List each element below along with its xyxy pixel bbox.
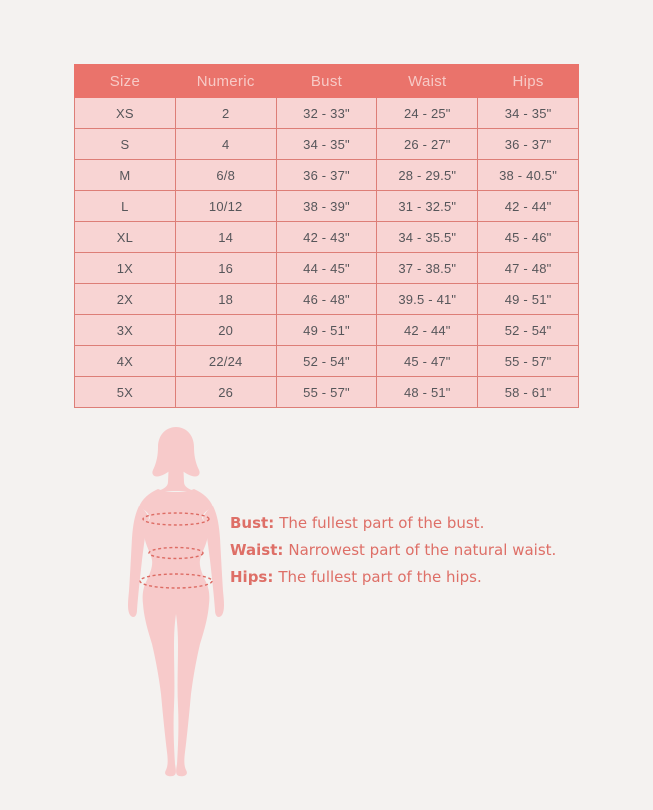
table-cell: 31 - 32.5" <box>377 191 478 222</box>
table-row <box>75 284 579 315</box>
table-body <box>75 98 579 408</box>
table-cell: 5X <box>75 377 176 408</box>
table-cell: 16 <box>175 253 276 284</box>
table-cell: 46 - 48" <box>276 284 377 315</box>
waist-label: Waist: <box>230 541 284 559</box>
table-cell: 14 <box>175 222 276 253</box>
bust-label: Bust: <box>230 514 275 532</box>
table-cell: 10/12 <box>175 191 276 222</box>
table-cell: 20 <box>175 315 276 346</box>
column-header: Size <box>75 65 176 98</box>
table-cell: 38 - 39" <box>276 191 377 222</box>
table-cell: 4 <box>175 129 276 160</box>
measurement-guide <box>230 510 556 591</box>
table-cell: 44 - 45" <box>276 253 377 284</box>
table-cell: 2 <box>175 98 276 129</box>
size-chart <box>74 64 579 408</box>
bust-description: The fullest part of the bust. <box>279 514 485 532</box>
guide-line-bust <box>230 510 556 537</box>
waist-description: Narrowest part of the natural waist. <box>288 541 557 559</box>
torso-legs-shape <box>139 489 213 776</box>
table-cell: 49 - 51" <box>276 315 377 346</box>
table-cell: 36 - 37" <box>478 129 579 160</box>
table-cell: L <box>75 191 176 222</box>
table-row <box>75 253 579 284</box>
table-cell: 39.5 - 41" <box>377 284 478 315</box>
table-cell: 3X <box>75 315 176 346</box>
table-cell: 18 <box>175 284 276 315</box>
size-chart-table <box>74 64 579 408</box>
table-row <box>75 129 579 160</box>
table-cell: 55 - 57" <box>276 377 377 408</box>
table-cell: 2X <box>75 284 176 315</box>
table-cell: 26 <box>175 377 276 408</box>
column-header: Waist <box>377 65 478 98</box>
table-cell: 45 - 47" <box>377 346 478 377</box>
table-cell: 38 - 40.5" <box>478 160 579 191</box>
table-cell: 1X <box>75 253 176 284</box>
table-cell: 47 - 48" <box>478 253 579 284</box>
table-cell: 24 - 25" <box>377 98 478 129</box>
table-cell: 48 - 51" <box>377 377 478 408</box>
female-body-silhouette <box>116 426 236 778</box>
table-row <box>75 191 579 222</box>
table-row <box>75 346 579 377</box>
table-cell: 32 - 33" <box>276 98 377 129</box>
table-cell: 58 - 61" <box>478 377 579 408</box>
table-cell: 34 - 35" <box>478 98 579 129</box>
guide-line-hips <box>230 564 556 591</box>
table-row <box>75 377 579 408</box>
table-cell: 36 - 37" <box>276 160 377 191</box>
table-cell: S <box>75 129 176 160</box>
table-cell: 42 - 44" <box>478 191 579 222</box>
table-cell: 52 - 54" <box>276 346 377 377</box>
column-header: Hips <box>478 65 579 98</box>
table-cell: 6/8 <box>175 160 276 191</box>
table-cell: 26 - 27" <box>377 129 478 160</box>
table-row <box>75 98 579 129</box>
table-cell: 22/24 <box>175 346 276 377</box>
table-cell: 34 - 35" <box>276 129 377 160</box>
table-row <box>75 222 579 253</box>
table-cell: 34 - 35.5" <box>377 222 478 253</box>
table-cell: 55 - 57" <box>478 346 579 377</box>
table-cell: XL <box>75 222 176 253</box>
table-cell: 37 - 38.5" <box>377 253 478 284</box>
table-cell: XS <box>75 98 176 129</box>
table-cell: 49 - 51" <box>478 284 579 315</box>
hips-description: The fullest part of the hips. <box>278 568 482 586</box>
table-cell: 42 - 44" <box>377 315 478 346</box>
table-cell: 4X <box>75 346 176 377</box>
guide-line-waist <box>230 537 556 564</box>
table-row <box>75 160 579 191</box>
hips-label: Hips: <box>230 568 274 586</box>
table-header-row <box>75 65 579 98</box>
table-cell: 42 - 43" <box>276 222 377 253</box>
column-header: Numeric <box>175 65 276 98</box>
table-cell: 52 - 54" <box>478 315 579 346</box>
table-cell: M <box>75 160 176 191</box>
table-cell: 28 - 29.5" <box>377 160 478 191</box>
table-row <box>75 315 579 346</box>
column-header: Bust <box>276 65 377 98</box>
table-cell: 45 - 46" <box>478 222 579 253</box>
